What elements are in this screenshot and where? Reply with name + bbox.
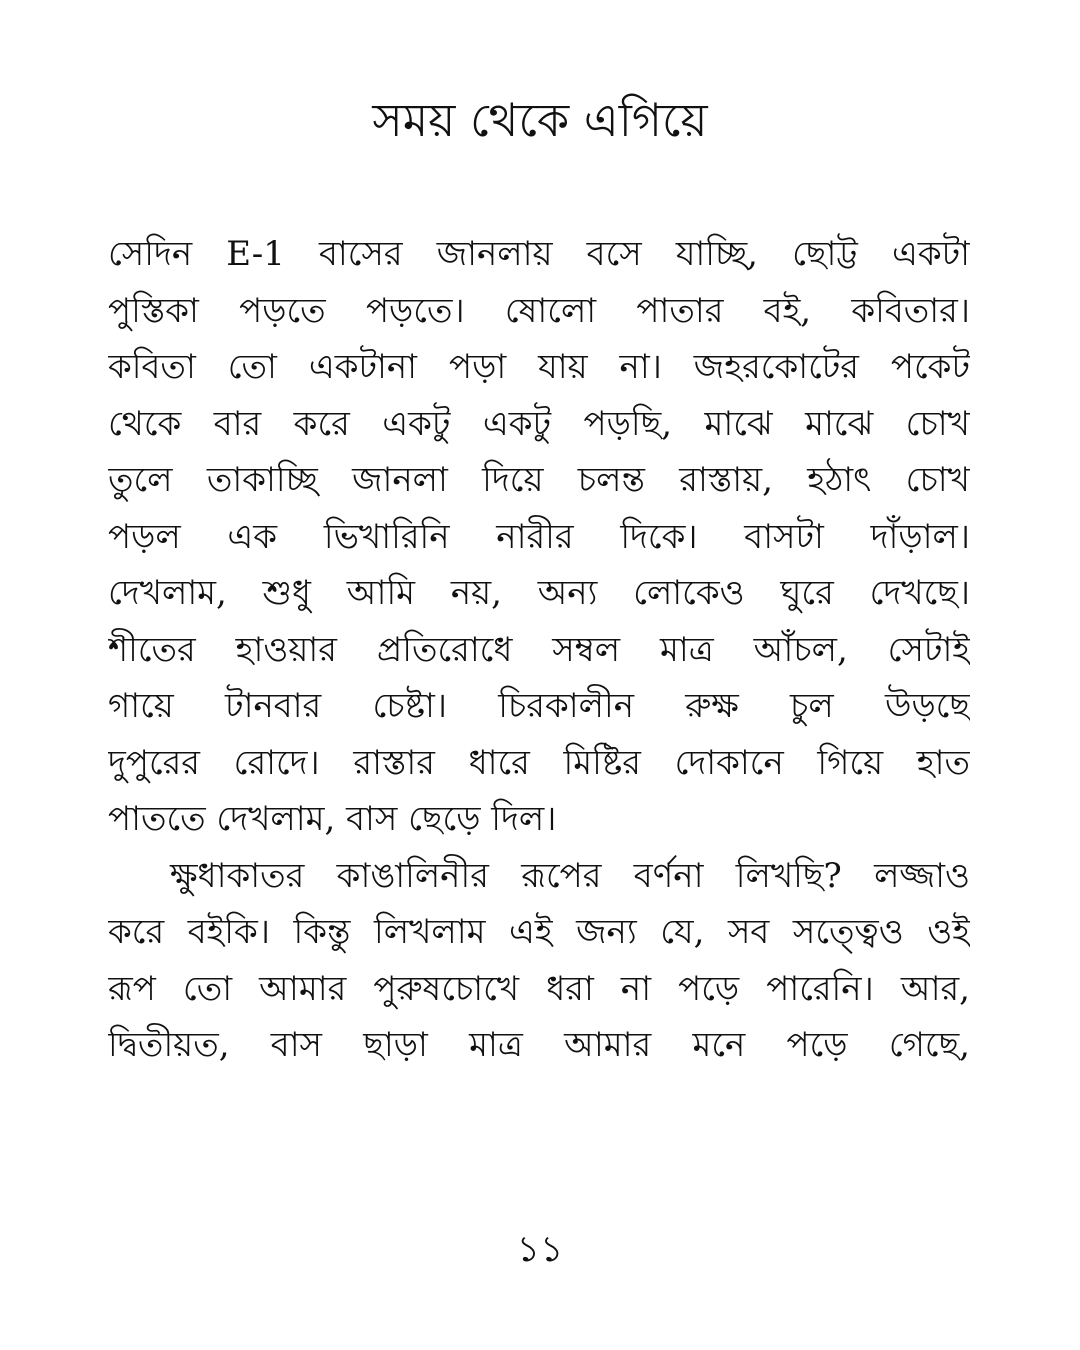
- text-line: পড়ল এক ভিখারিনি নারীর দিকে। বাসটা দাঁড়াল।: [108, 516, 970, 557]
- text-line: দ্বিতীয়ত, বাস ছাড়া মাত্র আমার মনে পড়ে গেছে,: [108, 1025, 970, 1065]
- text-line: দেখলাম, শুধু আমি নয়, অন্য লোকেও ঘুরে দেখছে।: [108, 573, 970, 613]
- text-line: শীতের হাওয়ার প্রতিরোধে সম্বল মাত্র আঁচল, সেটাই: [108, 629, 970, 670]
- text-line: সেদিন E-1 বাসের জানলায় বসে যাচ্ছি, ছোট্ট একটা: [108, 234, 970, 274]
- text-line: পুস্তিকা পড়তে পড়তে। ষোলো পাতার বই, কবিতার।: [108, 290, 970, 331]
- text-line: থেকে বার করে একটু একটু পড়ছি, মাঝে মাঝে চোখ: [108, 403, 970, 444]
- body-text: [108, 226, 970, 1074]
- paragraph-2: [108, 848, 970, 1074]
- text-line: কবিতা তো একটানা পড়া যায় না। জহরকোটের পকেট: [108, 347, 970, 387]
- page-title: সময় থেকে এগিয়ে: [372, 93, 708, 147]
- text-line: দুপুরের রোদে। রাস্তার ধারে মিষ্টির দোকানে গিয়ে হাত: [108, 742, 970, 783]
- text-line: রূপ তো আমার পুরুষচোখে ধরা না পড়ে পারেনি। আর,: [108, 968, 970, 1009]
- page-number: ১১: [516, 1229, 564, 1270]
- text-line: গায়ে টানবার চেষ্টা। চিরকালীন রুক্ষ চুল উড়ছে: [108, 686, 970, 726]
- text-line: তুলে তাকাচ্ছি জানলা দিয়ে চলন্ত রাস্তায়, হঠাৎ চোখ: [108, 460, 970, 500]
- text-line: করে বইকি। কিন্তু লিখলাম এই জন্য যে, সব সত্ত্বেও ওই: [108, 912, 970, 952]
- text-line: পাততে দেখলাম, বাস ছেড়ে দিল।: [108, 799, 557, 839]
- paragraph-1: [108, 226, 970, 848]
- text-line: ক্ষুধাকাতর কাঙালিনীর রূপের বর্ণনা লিখছি? লজ্জাও: [170, 855, 970, 896]
